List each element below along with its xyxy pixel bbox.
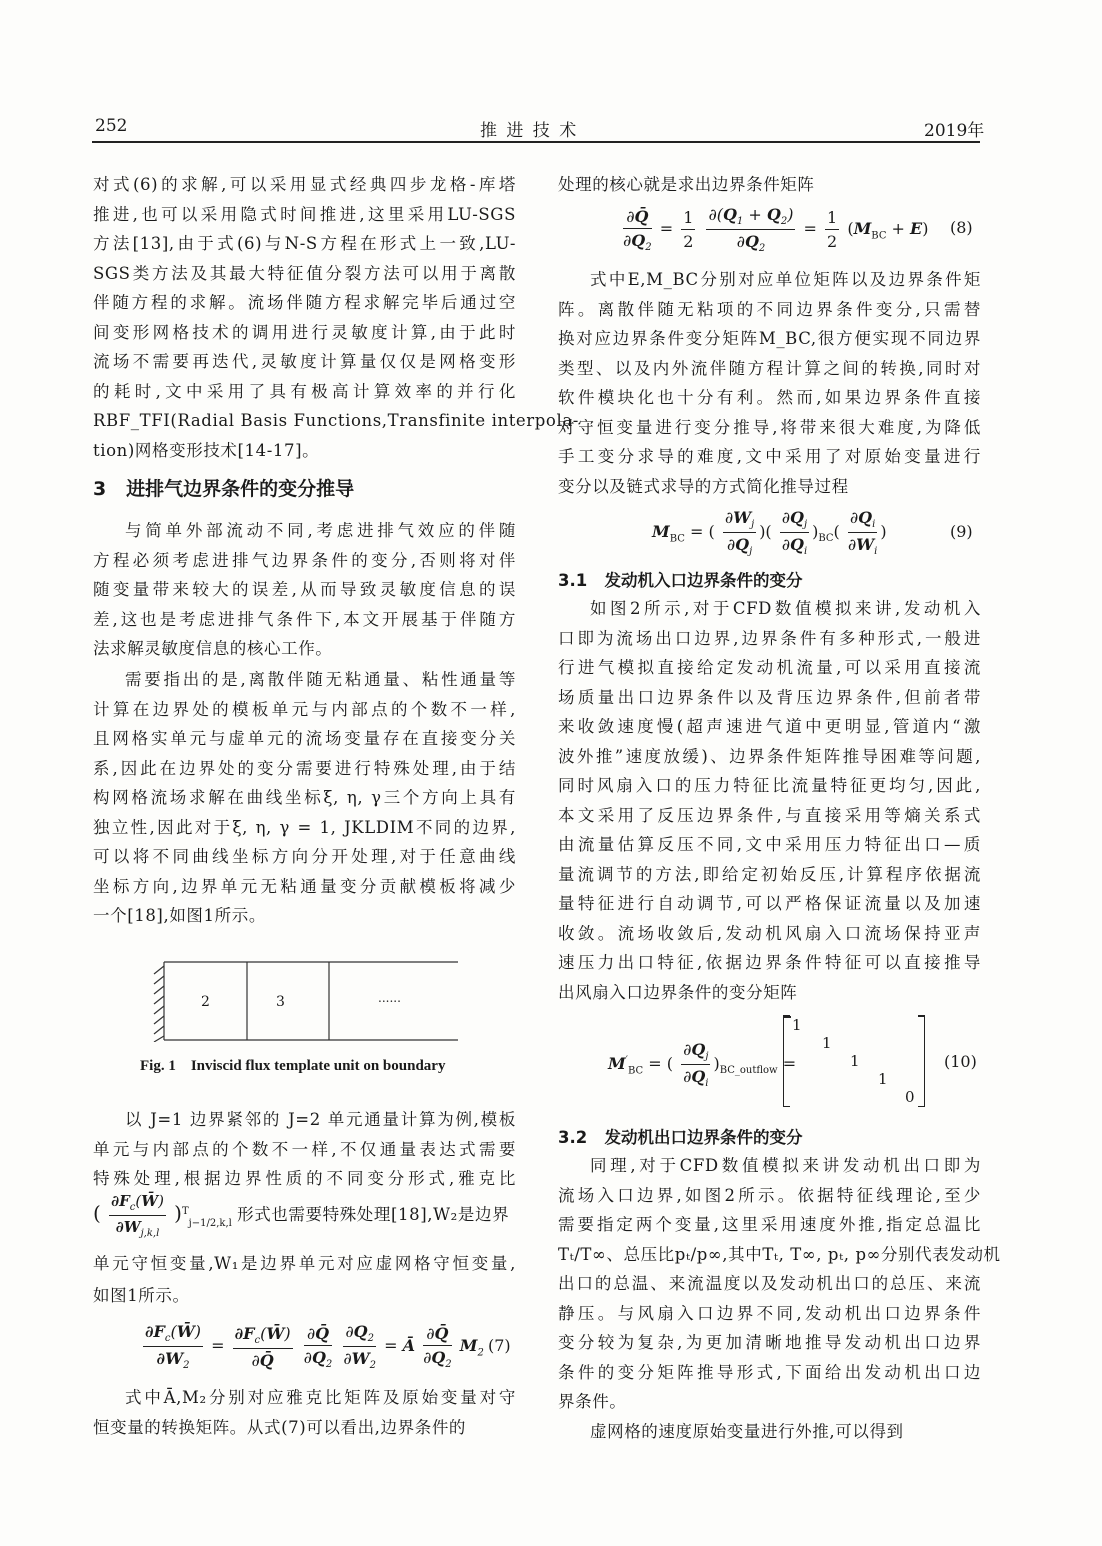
text-line: 计算在边界处的模板单元与内部点的个数不一样, [93, 699, 516, 719]
text-line: 场质量出口边界条件以及背压边界条件,但前者带 [558, 687, 981, 707]
cell-label-3: 3 [276, 994, 285, 1010]
text-line: 口即为流场出口边界,边界条件有多种形式,一般进 [558, 628, 981, 648]
equation-7: $\frac{\partial F_c(W̄)}{\partial W_2}$ = $\frac{\partial F_c(W̄)}{\partial Q̄}$ $\frac{\partial Q̄}{\partial Q_2}$ $\frac{\partial Q_2}{\partial W_2}$ = Ā $\frac{\partial Q̄}{\partial Q_2}$ $M_2$ [145, 1322, 484, 1372]
text-line: 类型、以及内外流伴随方程计算之间的转换,同时对 [558, 358, 981, 378]
text-line: 如图1所示。 [93, 1286, 190, 1305]
jacobian-tail-text: 形式也需要特殊处理[18],W₂是边界 [237, 1205, 510, 1224]
matrix-entry: 0 [905, 1088, 915, 1106]
text-line: 虚网格的速度原始变量进行外推,可以得到 [590, 1422, 904, 1441]
text-line: 阵。离散伴随无粘项的不同边界条件变分,只需替 [558, 299, 981, 319]
text-line: 随变量带来较大的误差,从而导致灵敏度信息的误 [93, 580, 516, 599]
text-line: 量流调节的方法,即给定初始反压,计算程序依据流 [558, 864, 981, 884]
text-line: 手工变分求导的难度,文中采用了对原始变量进行 [558, 447, 981, 466]
right-paragraph-2 [558, 265, 981, 501]
text-line: 出风扇入口边界条件的变分矩阵 [558, 982, 798, 1002]
section-3-1-title: 3.1 发动机入口边界条件的变分 [558, 571, 803, 590]
equation-9: $M_{BC}$ = ( $\frac{\partial W_j}{\partial Q_j}$ )( $\frac{\partial Q_j}{\partial Q_i}$ )$_{BC}$( $\frac{\partial Q_i}{\partial W_i}$ ) [652, 508, 887, 558]
text-line: 坐标方向,边界单元无粘通量变分贡献模板将减少 [93, 876, 516, 896]
figure-1-caption: Fig. 1 Inviscid flux template unit on boundary [140, 1058, 446, 1074]
left-paragraph-4-line5 [93, 1249, 516, 1279]
text-line: 以 J=1 边界紧邻的 J=2 单元通量计算为例,模板 [125, 1110, 516, 1129]
figure-1 [146, 958, 458, 1042]
header-rule [92, 141, 980, 143]
equation-10: $M'_{BC}$ = ( $\frac{\partial Q_j}{\partial Q_i}$ )$_{BC\_outflow}$ = [608, 1040, 797, 1090]
text-line: 条件的变分矩阵推导形式,下面给出发动机出口边 [558, 1362, 981, 1382]
text-line: 静压。与风扇入口边界不同,发动机出口边界条件 [558, 1303, 981, 1323]
text-line: 恒变量的转换矩阵。从式(7)可以看出,边界条件的 [93, 1417, 467, 1437]
text-line: 方法[13],由于式(6)与N-S方程在形式上一致,LU- [93, 234, 516, 253]
text-line: 单元与内部点的个数不一样,不仅通量表达式需要 [93, 1139, 516, 1159]
left-paragraph-5 [93, 1383, 516, 1442]
text-line: 法求解灵敏度信息的核心工作。 [93, 639, 333, 658]
text-line: Tₜ/T∞、总压比pₜ/p∞,其中Tₜ, T∞, pₜ, p∞分别代表发动机 [558, 1244, 1001, 1264]
text-line: 如图2所示,对于CFD数值模拟来讲,发动机入 [590, 599, 981, 618]
right-paragraph-3 [558, 594, 981, 1007]
text-line: 需要指定两个变量,这里采用速度外推,指定总温比 [558, 1215, 981, 1234]
text-line: 单元守恒变量,W₁是边界单元对应虚网格守恒变量, [93, 1254, 516, 1273]
right-paragraph-5 [558, 1417, 981, 1447]
text-line: 与简单外部流动不同,考虑进排气效应的伴随 [125, 521, 516, 540]
page-number: 252 [95, 116, 128, 136]
text-line: 由流量估算反压不同,文中采用压力特征出口—质 [558, 835, 981, 854]
text-line: 同理,对于CFD数值模拟来讲发动机出口即为 [590, 1156, 981, 1175]
text-line: 需要指出的是,离散伴随无粘通量、粘性通量等 [125, 670, 516, 689]
text-line: 界条件。 [558, 1392, 627, 1411]
text-line: 行进气模拟直接给定发动机流量,可以采用直接流 [558, 658, 981, 677]
text-line: 式中Ā,M₂分别对应雅克比矩阵及原始变量对守 [125, 1388, 516, 1407]
text-line: 差,这也是考虑进排气条件下,本文开展基于伴随方 [93, 609, 516, 629]
text-line: 速压力出口特征,依据边界条件特征可以直接推导 [558, 953, 981, 972]
equation-7-number: (7) [488, 1336, 511, 1355]
text-line: 间变形网格技术的调用进行灵敏度计算,由于此时 [93, 322, 516, 342]
text-line: SGS类方法及其最大特征值分裂方法可以用于离散 [93, 263, 516, 283]
left-paragraph-2 [93, 516, 516, 664]
text-line: 对守恒变量进行变分推导,将带来很大难度,为降低 [558, 417, 981, 437]
text-line: 推进,也可以采用隐式时间推进,这里采用LU-SGS [93, 204, 516, 224]
cell-label-2: 2 [201, 994, 210, 1010]
section-3-2-title: 3.2 发动机出口边界条件的变分 [558, 1128, 803, 1147]
equation-8-number: (8) [950, 218, 973, 237]
right-paragraph-4 [558, 1151, 1001, 1417]
matrix-entry: 1 [850, 1052, 860, 1070]
section-3-title: 3 进排气边界条件的变分推导 [93, 478, 355, 500]
text-line: 构网格流场求解在曲线坐标ξ, η, γ三个方向上具有 [93, 788, 516, 807]
text-line: 出口的总温、来流温度以及发动机出口的总压、来流 [558, 1274, 981, 1293]
matrix-10 [783, 1016, 925, 1106]
text-line: 变分以及链式求导的方式简化推导过程 [558, 476, 849, 496]
text-line: 同时风扇入口的压力特征比流量特征更均匀,因此, [558, 776, 981, 795]
text-line: tion)网格变形技术[14-17]。 [93, 440, 320, 460]
equation-9-number: (9) [950, 522, 973, 541]
jacobian-inline: ( $\frac{\partial F_c(W̄)}{\partial W_{j,k,l}}$ )$^T_{j-1/2,k,l}$ 形式也需要特殊处理[18],W₂是边界 [93, 1192, 510, 1239]
text-line: 处理的核心就是求出边界条件矩阵 [558, 175, 815, 194]
figure-1-diagram [146, 958, 458, 1042]
text-line: RBF_TFI(Radial Basis Functions,Transfinite interpola- [93, 411, 579, 430]
matrix-entry: 1 [822, 1034, 832, 1052]
equation-10-number: (10) [944, 1052, 977, 1071]
left-paragraph-4-line6 [93, 1281, 516, 1311]
text-line: 对式(6)的求解,可以采用显式经典四步龙格-库塔 [93, 175, 516, 194]
matrix-entry: 1 [878, 1070, 888, 1088]
journal-title: 推 进 技 术 [480, 121, 579, 141]
text-line: 方程必须考虑进排气边界条件的变分,否则将对伴 [93, 550, 516, 570]
text-line: 软件模块化也十分有利。然而,如果边界条件直接 [558, 388, 981, 407]
year-label: 2019年 [924, 121, 985, 141]
text-line: 变分较为复杂,为更加清晰地推导发动机出口边界 [558, 1333, 981, 1352]
left-paragraph-1 [93, 170, 579, 465]
text-line: 且网格实单元与虚单元的流场变量存在直接变分关 [93, 729, 516, 748]
left-paragraph-3 [93, 665, 516, 931]
text-line: 收敛。流场收敛后,发动机风扇入口流场保持亚声 [558, 923, 981, 943]
right-paragraph-1 [558, 170, 981, 200]
text-line: 一个[18],如图1所示。 [93, 906, 266, 925]
matrix-entry: 1 [792, 1016, 802, 1034]
text-line: 可以将不同曲线坐标方向分开处理,对于任意曲线 [93, 847, 516, 866]
left-paragraph-4 [93, 1105, 516, 1194]
text-line: 的耗时,文中采用了具有极高计算效率的并行化 [93, 381, 516, 401]
text-line: 本文采用了反压边界条件,与直接采用等熵关系式 [558, 805, 981, 825]
equation-8: $\frac{\partial Q̄}{\partial Q_2}$ = $\frac{1}{2}$ $\frac{\partial(Q_1 + Q_2)}{\partial Q_2}$ = $\frac{1}{2}$ $(M_{BC} + E)$ [623, 205, 929, 255]
text-line: 特殊处理,根据边界性质的不同变分形式,雅克比 [93, 1169, 516, 1188]
text-line: 流场不需要再迭代,灵敏度计算量仅仅是网格变形 [93, 352, 516, 371]
text-line: 伴随方程的求解。流场伴随方程求解完毕后通过空 [93, 293, 516, 312]
text-line: 换对应边界条件变分矩阵M_BC,很方便实现不同边界 [558, 329, 981, 348]
text-line: 系,因此在边界处的变分需要进行特殊处理,由于结 [93, 758, 516, 778]
text-line: 来收敛速度慢(超声速进气道中更明显,管道内“激 [558, 717, 981, 736]
text-line: 波外推”速度放缓)、边界条件矩阵推导困难等问题, [558, 746, 981, 766]
text-line: 独立性,因此对于ξ, η, γ = 1, JKLDIM不同的边界, [93, 817, 516, 837]
cell-label-ellipsis: ...... [378, 991, 401, 1005]
text-line: 量特征进行自动调节,可以严格保证流量以及加速 [558, 894, 981, 913]
text-line: 流场入口边界,如图2所示。依据特征线理论,至少 [558, 1185, 981, 1205]
text-line: 式中E,M_BC分别对应单位矩阵以及边界条件矩 [590, 270, 981, 289]
